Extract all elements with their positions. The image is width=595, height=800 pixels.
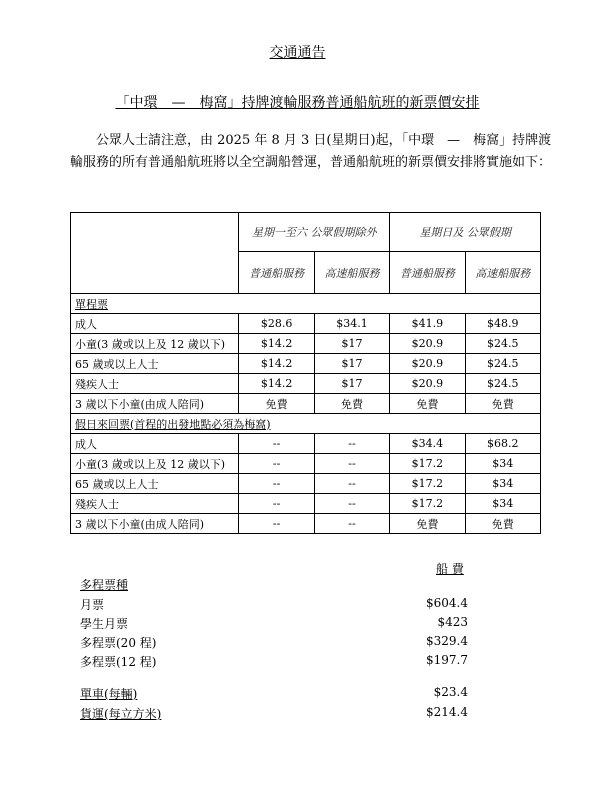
fee-label: 學生月票 (80, 617, 129, 631)
fare-cell: 免費 (239, 394, 314, 414)
fare-cell: -- (314, 434, 389, 454)
table-header-row-1 (71, 213, 541, 252)
fare-cell: 免費 (465, 514, 540, 534)
header-holiday: 星期日及 公眾假期 (390, 213, 541, 252)
fee-value: $423 (437, 615, 468, 629)
row-label: 3 歲以下小童(由成人陪同) (71, 394, 239, 414)
cargo-value: $214.4 (426, 705, 468, 719)
fee-label: 多程票(12 程) (80, 655, 157, 669)
table-row (71, 334, 541, 354)
header-weekday: 星期一至六 公眾假期除外 (239, 213, 390, 252)
fare-cell: -- (314, 454, 389, 474)
row-label: 3 歲以下小童(由成人陪同) (71, 514, 239, 534)
notice-subtitle: 「中環 — 梅窩」持牌渡輪服務普通船航班的新票價安排 (115, 95, 480, 111)
fare-cell: $20.9 (390, 334, 465, 354)
table-row (71, 514, 541, 534)
fare-cell: -- (239, 474, 314, 494)
row-label: 小童(3 歲或以上及 12 歲以下) (71, 334, 239, 354)
table-row (71, 374, 541, 394)
fare-cell: $41.9 (390, 314, 465, 334)
fee-header: 船 費 (436, 562, 464, 576)
multi-ticket-heading-row (80, 576, 480, 594)
row-label: 殘疾人士 (71, 494, 239, 514)
list-item (80, 634, 480, 652)
fare-cell: $17 (314, 354, 389, 374)
table-row (71, 354, 541, 374)
fare-cell: $14.2 (239, 374, 314, 394)
row-label: 65 歲或以上人士 (71, 354, 239, 374)
fee-value: $329.4 (426, 634, 468, 648)
fare-cell: 免費 (465, 394, 540, 414)
table-row (71, 454, 541, 474)
list-item (80, 653, 480, 671)
row-label: 小童(3 歲或以上及 12 歲以下) (71, 454, 239, 474)
list-item (80, 615, 480, 633)
fare-cell: $17.2 (390, 494, 465, 514)
fare-cell: -- (314, 474, 389, 494)
fee-value: $197.7 (426, 653, 468, 667)
col-fast-weekday: 高速船服務 (314, 252, 389, 294)
fare-cell: -- (239, 494, 314, 514)
section-row (71, 294, 541, 314)
fare-cell: -- (239, 514, 314, 534)
fare-cell: $34 (465, 454, 540, 474)
fare-table (70, 212, 541, 534)
fare-cell: $34.1 (314, 314, 389, 334)
fee-label: 多程票(20 程) (80, 636, 157, 650)
section-row (71, 414, 541, 434)
fare-cell: $34 (465, 494, 540, 514)
bike-value: $23.4 (433, 685, 468, 699)
fare-cell: $24.5 (465, 334, 540, 354)
list-item (80, 705, 480, 723)
fare-cell: 免費 (390, 394, 465, 414)
fare-cell: -- (314, 494, 389, 514)
fare-cell: $14.2 (239, 334, 314, 354)
fare-cell: $68.2 (465, 434, 540, 454)
fare-cell: $24.5 (465, 354, 540, 374)
row-label: 成人 (71, 314, 239, 334)
fare-cell: $20.9 (390, 374, 465, 394)
fare-cell: $17 (314, 334, 389, 354)
fee-label: 月票 (80, 598, 105, 612)
fare-cell: -- (239, 454, 314, 474)
fare-cell: $28.6 (239, 314, 314, 334)
fare-cell: $34 (465, 474, 540, 494)
table-row (71, 474, 541, 494)
table-row (71, 314, 541, 334)
fare-cell: $24.5 (465, 374, 540, 394)
notice-title: 交通通告 (269, 45, 326, 61)
fare-cell: -- (239, 434, 314, 454)
row-label: 成人 (71, 434, 239, 454)
row-label: 65 歲或以上人士 (71, 474, 239, 494)
list-item (80, 596, 480, 614)
fare-cell: -- (314, 514, 389, 534)
fare-cell: $17 (314, 374, 389, 394)
header-blank-cell (71, 213, 239, 294)
fare-cell: $17.2 (390, 454, 465, 474)
intro-paragraph: 公眾人士請注意，由 2025 年 8 月 3 日(星期日)起，「中環 — 梅窩」持牌渡輪服務的所有普通船航班將以全空調船營運，普通船航班的新票價安排將實施如下： (70, 133, 552, 170)
table-row (71, 434, 541, 454)
col-ordinary-weekday: 普通船服務 (239, 252, 314, 294)
fare-cell: 免費 (314, 394, 389, 414)
list-item (80, 685, 480, 703)
fare-cell: $17.2 (390, 474, 465, 494)
col-ordinary-holiday: 普通船服務 (390, 252, 465, 294)
fare-cell: $14.2 (239, 354, 314, 374)
section-single-ticket: 單程票 (71, 294, 541, 314)
multi-ticket-heading: 多程票種 (80, 578, 129, 592)
table-row (71, 394, 541, 414)
bike-label: 單車(每輛) (80, 687, 138, 701)
table-row (71, 494, 541, 514)
section-return-ticket: 假日來回票(首程的出發地點必須為梅窩) (71, 414, 541, 434)
row-label: 殘疾人士 (71, 374, 239, 394)
fare-cell: $20.9 (390, 354, 465, 374)
col-fast-holiday: 高速船服務 (465, 252, 540, 294)
cargo-label: 貨運(每立方米) (80, 707, 162, 721)
fare-cell: $48.9 (465, 314, 540, 334)
fee-value: $604.4 (426, 596, 468, 610)
fare-cell: 免費 (390, 514, 465, 534)
fare-cell: $34.4 (390, 434, 465, 454)
